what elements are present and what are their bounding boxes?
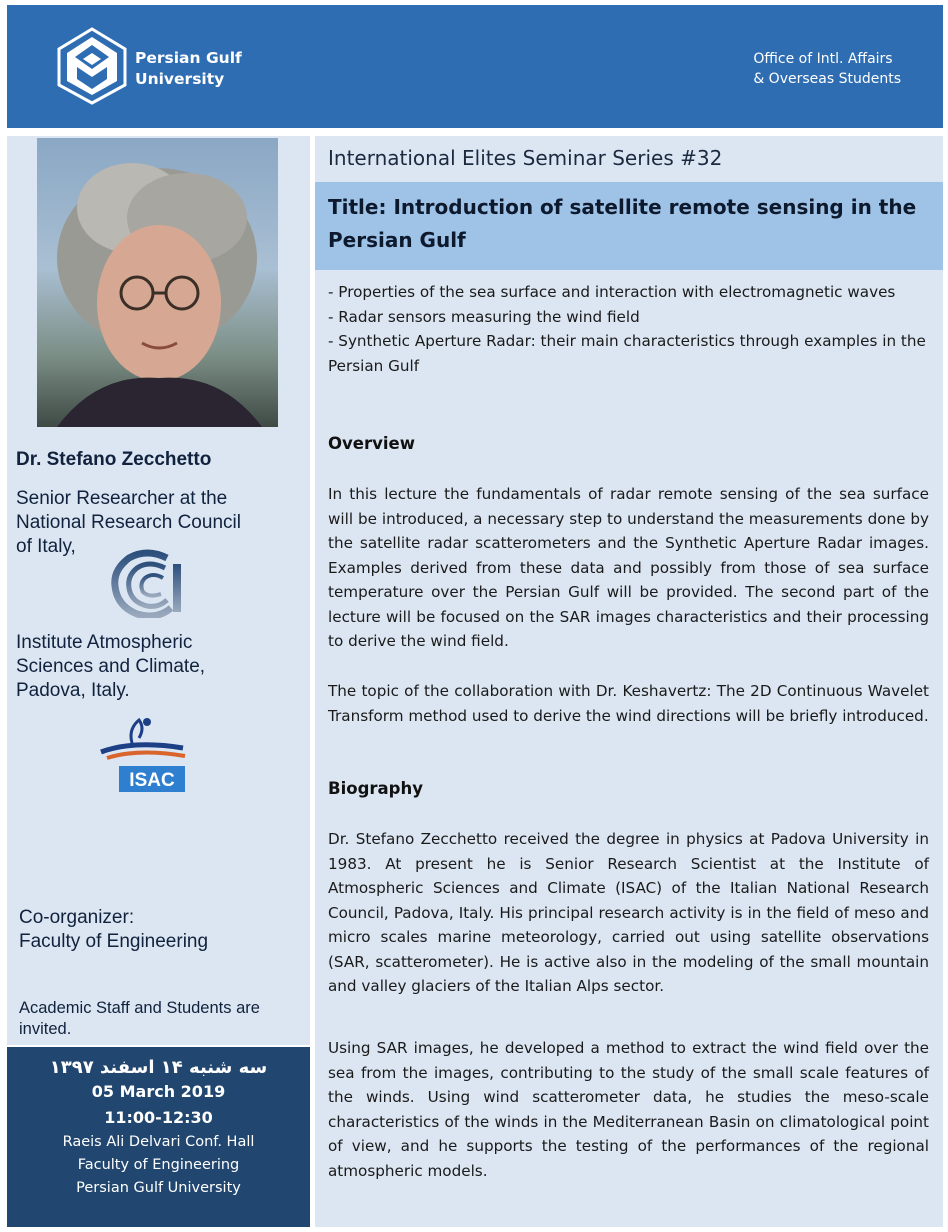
institute-line: Sciences and Climate, [16, 656, 206, 677]
invitation [19, 998, 260, 1040]
overview-heading: Overview [328, 434, 415, 453]
header-banner [7, 5, 943, 128]
topic-item: - Synthetic Aperture Radar: their main characteristics through examples in the Persian Gulf [328, 332, 926, 375]
event-university: Persian Gulf University [76, 1180, 241, 1196]
persian-date: سه شنبه ۱۴ اسفند ۱۳۹۷ [49, 1057, 268, 1078]
co-organizer-label: Co-organizer: [19, 907, 135, 928]
office-name [753, 49, 901, 89]
isac-logo-icon [93, 712, 191, 794]
invitation-line1: Academic Staff and Students are [19, 999, 260, 1017]
biography-paragraph-2: Using SAR images, he developed a method to extract the wind field over the sea from the images, contributing to the study of the small scale features of the winds. Using wind scatterometer data, he studies the meso-scale characteristics of the winds in the Mediterranean Basin on climatological point of view, and he supports the testing of the performances of the regional atmospheric models. [328, 1039, 929, 1180]
office-line2: & Overseas Students [753, 71, 901, 87]
position-line: of Italy, [16, 536, 76, 557]
topic-list [328, 280, 929, 378]
overview-paragraph-2: The topic of the collaboration with Dr. Keshavertz: The 2D Continuous Wavelet Transform method used to derive the wind directions will be briefly introduced. [328, 682, 929, 725]
institute-line: Institute Atmospheric [16, 632, 193, 653]
position-line: National Research Council [16, 512, 241, 533]
biography-paragraph-1: Dr. Stefano Zecchetto received the degree in physics at Padova University in 1983. At present he is Senior Research Scientist at the Institute of Atmospheric Sciences and Climate (ISAC) of the Italian National Research Council, Padova, Italy. His principal research activity is in the field of meso and micro scales marine meteorology, carried out using satellite observations (SAR, scatterometer). He is active also in the modeling of the small mountain and valley glaciers of the Italian Alps sector. [328, 830, 929, 995]
overview-paragraph-1: In this lecture the fundamentals of radar remote sensing of the sea surface will be introduced, a necessary step to understand the measurements done by the satellite radar scatterometers and the Synthetic Aperture Radar images. Examples derived from these data and possibly from those of sea surface temperature over the Persian Gulf will be provided. The second part of the lecture will be focused on the SAR images characteristics and their processing to derive the wind field. [328, 485, 929, 650]
title-bar [315, 182, 943, 270]
speaker-panel [7, 136, 310, 1045]
institute-line: Padova, Italy. [16, 680, 130, 701]
biography-heading: Biography [328, 779, 423, 798]
seminar-panel [315, 136, 943, 1227]
speaker-photo [37, 138, 278, 427]
event-time: 11:00-12:30 [104, 1108, 213, 1127]
event-venue: Raeis Ali Delvari Conf. Hall [62, 1134, 255, 1150]
seminar-series: International Elites Seminar Series #32 [328, 146, 723, 170]
co-organizer [19, 906, 208, 954]
event-date: 05 March 2019 [91, 1082, 226, 1101]
university-name [135, 48, 242, 90]
topic-item: - Radar sensors measuring the wind field [328, 307, 640, 326]
speaker-institute [16, 631, 205, 703]
cnr-logo-icon [107, 546, 189, 618]
invitation-line2: invited. [19, 1020, 72, 1038]
position-line: Senior Researcher at the [16, 488, 228, 509]
seminar-title: Title: Introduction of satellite remote sensing in the Persian Gulf [328, 195, 917, 252]
university-name-line1: Persian Gulf [135, 49, 242, 67]
isac-label: ISAC [129, 770, 175, 791]
speaker-name: Dr. Stefano Zecchetto [16, 449, 212, 470]
event-details-box [7, 1047, 310, 1227]
event-faculty: Faculty of Engineering [77, 1157, 240, 1173]
university-logo-icon [57, 27, 127, 105]
university-name-line2: University [135, 70, 225, 88]
portrait-illustration [37, 138, 278, 427]
office-line1: Office of Intl. Affairs [753, 51, 893, 67]
topic-item: - Properties of the sea surface and interaction with electromagnetic waves [328, 283, 896, 301]
co-organizer-faculty: Faculty of Engineering [19, 931, 209, 952]
